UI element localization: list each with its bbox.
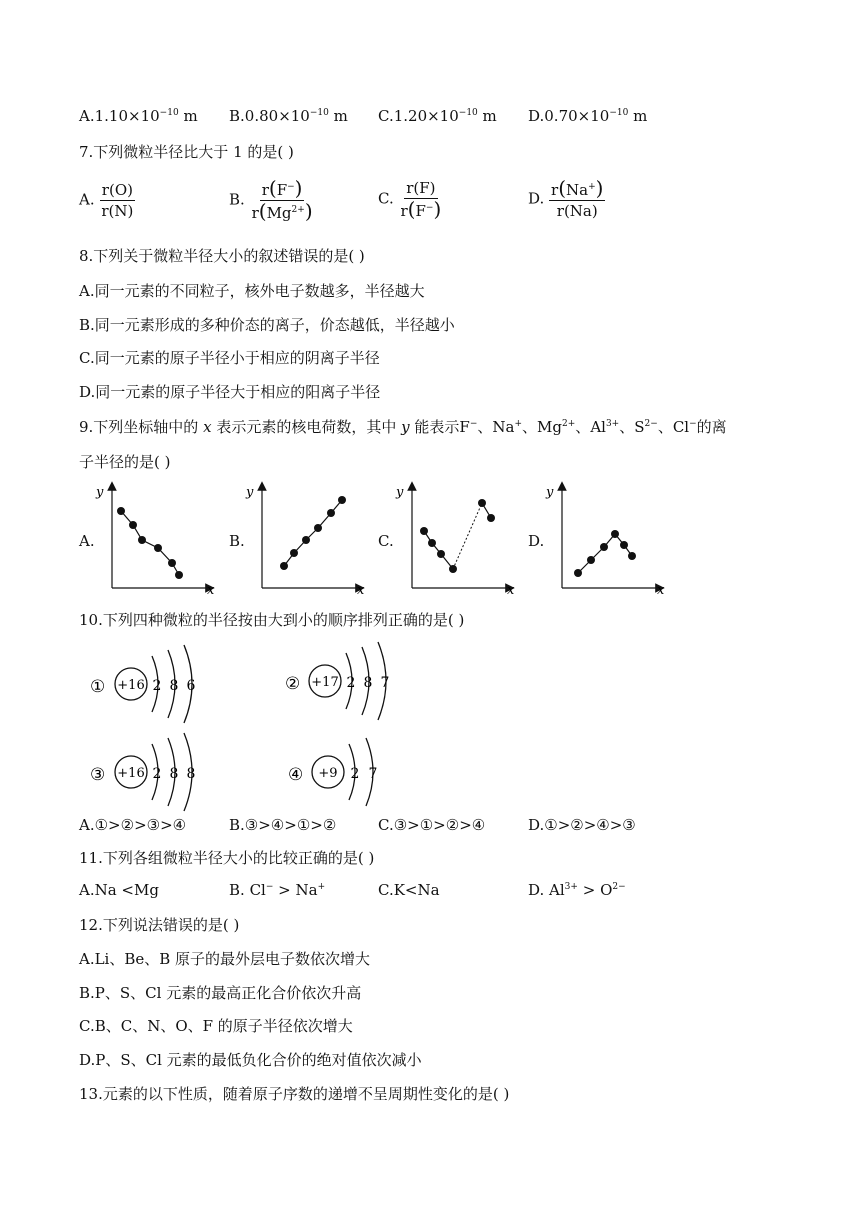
structure-3 <box>90 733 195 811</box>
q6-option-a: $A.1.10\times 10^{-10}$ m <box>79 107 198 125</box>
fraction: $\frac{r(Na^+)}{r(Na)}$ <box>551 176 604 220</box>
data-point <box>628 552 636 560</box>
data-point <box>574 569 582 577</box>
svg-text:8: 8 <box>186 766 196 782</box>
svg-text:7: 7 <box>380 675 390 691</box>
fraction: $\frac{r(O)}{r(N)}$ <box>101 181 134 220</box>
structure-1 <box>90 645 196 723</box>
svg-text:①: ① <box>90 677 106 697</box>
data-point <box>487 514 495 522</box>
svg-text:7: 7 <box>368 766 378 782</box>
q6-option-d: $D.0.70\times 10^{-10}$ m <box>528 107 648 125</box>
data-point <box>611 530 619 538</box>
svg-text:2: 2 <box>346 675 356 691</box>
data-point <box>437 550 445 558</box>
q11-option-b: B. Cl− > Na+ <box>229 881 326 899</box>
svg-text:+9: +9 <box>318 766 338 781</box>
q9-graph-c <box>395 485 515 598</box>
q12-option-d: D.P、S、Cl 元素的最低负化合价的绝对值依次减小 <box>79 1051 422 1069</box>
data-point <box>168 559 176 567</box>
q13-stem: 13.元素的以下性质，随着原子序数的递增不呈周期性变化的是( ) <box>79 1085 510 1103</box>
q9-graph-c-label: C. <box>378 532 394 550</box>
q8-option-c: C.同一元素的原子半径小于相应的阴离子半径 <box>79 349 380 367</box>
q10-option-a: A.①>②>③>④ <box>79 816 187 834</box>
svg-text:③: ③ <box>90 765 106 785</box>
q9-graph-a <box>95 485 215 598</box>
fraction: $\frac{r(F)}{r(F^-)}$ <box>400 179 442 221</box>
q12-option-c: C.B、C、N、O、F 的原子半径依次增大 <box>79 1017 353 1035</box>
data-point <box>290 549 298 557</box>
q11-option-a: A.Na <Mg <box>79 881 159 899</box>
structure-4 <box>288 738 377 806</box>
svg-text:y: y <box>546 485 554 500</box>
svg-text:6: 6 <box>186 678 196 694</box>
q11-option-c: C.K<Na <box>378 881 440 899</box>
data-point <box>420 527 428 535</box>
data-point <box>620 541 628 549</box>
data-point <box>449 565 457 573</box>
data-point <box>338 496 346 504</box>
svg-text:x: x <box>207 583 215 598</box>
q10-stem: 10.下列四种微粒的半径按由大到小的顺序排列正确的是( ) <box>79 611 465 629</box>
svg-text:+16: +16 <box>117 678 145 693</box>
q9-stem-cont: 子半径的是( ) <box>79 453 171 471</box>
q9-graph-d-label: D. <box>528 532 545 550</box>
q12-option-b: B.P、S、Cl 元素的最高正化合价依次升高 <box>79 984 362 1002</box>
data-point <box>600 543 608 551</box>
q7-option-a: A. $\frac{r(O)}{r(N)}$ <box>79 181 134 220</box>
q12-stem: 12.下列说法错误的是( ) <box>79 916 240 934</box>
svg-text:8: 8 <box>363 675 373 691</box>
q7-stem: 7.下列微粒半径比大于 1 的是( ) <box>79 143 294 161</box>
q11-option-d: D. $Al^{3+} > O^{2-}$ <box>528 881 626 899</box>
data-point <box>327 509 335 517</box>
q8-option-a: A.同一元素的不同粒子，核外电子数越多，半径越大 <box>79 282 425 300</box>
data-point <box>478 499 486 507</box>
svg-text:8: 8 <box>169 678 179 694</box>
svg-text:2: 2 <box>350 766 360 782</box>
q8-option-d: D.同一元素的原子半径大于相应的阳离子半径 <box>79 383 381 401</box>
data-point <box>117 507 125 515</box>
q9-graph-b-label: B. <box>229 532 245 550</box>
svg-text:y: y <box>396 485 404 500</box>
data-point <box>302 536 310 544</box>
q9-graph-a-label: A. <box>79 532 95 550</box>
data-point <box>280 562 288 570</box>
svg-text:2: 2 <box>152 678 162 694</box>
svg-text:+17: +17 <box>311 675 339 690</box>
q9-graph-d <box>545 485 665 598</box>
svg-text:8: 8 <box>169 766 179 782</box>
q7-option-c: C. $\frac{r(F)}{r(F^-)}$ <box>378 179 442 221</box>
q11-stem: 11.下列各组微粒半径大小的比较正确的是( ) <box>79 849 375 867</box>
q8-stem: 8.下列关于微粒半径大小的叙述错误的是( ) <box>79 247 365 265</box>
q10-option-c: C.③>①>②>④ <box>378 816 486 834</box>
svg-text:x: x <box>507 583 515 598</box>
svg-text:④: ④ <box>288 765 304 785</box>
q12-option-a: A.Li、Be、B 原子的最外层电子数依次增大 <box>79 950 371 968</box>
fraction: $\frac{r(F^-)}{r(Mg^{2+})}$ <box>251 176 313 223</box>
q10-option-b: B.③>④>①>② <box>229 816 337 834</box>
data-point <box>129 521 137 529</box>
svg-text:+16: +16 <box>117 766 145 781</box>
svg-text:y: y <box>246 485 254 500</box>
q6-option-b: $B.0.80\times 10^{-10}$ m <box>229 107 348 125</box>
data-point <box>138 536 146 544</box>
q9-stem: 9.下列坐标轴中的 x 表示元素的核电荷数，其中 y 能表示F−、Na+、$Mg^{2+}$、$Al^{3+}$、$S^{2-}$、Cl−的离 <box>79 418 727 436</box>
data-point <box>175 571 183 579</box>
svg-text:②: ② <box>285 674 301 694</box>
q7-option-d: D. $\frac{r(Na^+)}{r(Na)}$ <box>528 176 604 220</box>
data-point <box>428 539 436 547</box>
q10-option-d: D.①>②>④>③ <box>528 816 636 834</box>
svg-text:2: 2 <box>152 766 162 782</box>
svg-text:x: x <box>357 583 365 598</box>
q9-graph-b <box>245 485 365 598</box>
data-point <box>314 524 322 532</box>
data-point <box>587 556 595 564</box>
structure-2 <box>285 642 389 720</box>
q6-option-c: $C.1.20\times 10^{-10}$ m <box>378 107 497 125</box>
q7-option-b: B. $\frac{r(F^-)}{r(Mg^{2+})}$ <box>229 176 313 223</box>
svg-text:y: y <box>96 485 104 500</box>
svg-text:x: x <box>657 583 665 598</box>
data-point <box>154 544 162 552</box>
q8-option-b: B.同一元素形成的多种价态的离子，价态越低，半径越小 <box>79 316 455 334</box>
